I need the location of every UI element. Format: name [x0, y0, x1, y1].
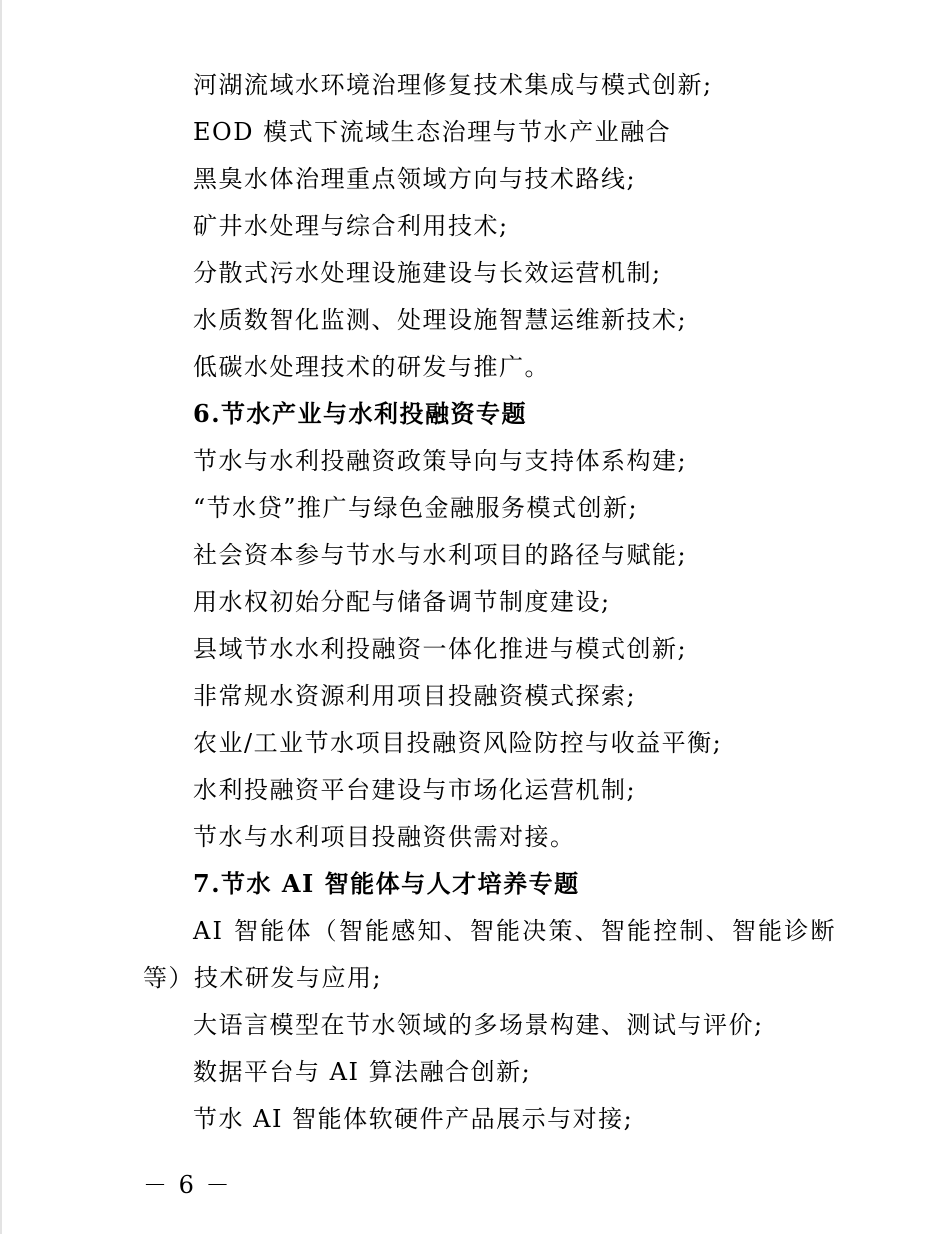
- text-line: 节水与水利项目投融资供需对接。: [193, 823, 576, 851]
- text-line: 水利投融资平台建设与市场化运营机制;: [193, 776, 637, 804]
- text-line: 节水 AI 智能体软硬件产品展示与对接;: [193, 1105, 634, 1133]
- text-line: 县域节水水利投融资一体化推进与模式创新;: [193, 635, 688, 663]
- section-heading: 6.节水产业与水利投融资专题: [193, 399, 528, 428]
- text-line: 社会资本参与节水与水利项目的路径与赋能;: [193, 541, 688, 569]
- text-line: 农业/工业节水项目投融资风险防控与收益平衡;: [193, 729, 723, 757]
- text-line: 河湖流域水环境治理修复技术集成与模式创新;: [193, 71, 713, 99]
- text-line: 水质数智化监测、处理设施智慧运维新技术;: [193, 306, 688, 334]
- text-line: 黑臭水体治理重点领域方向与技术路线;: [193, 165, 637, 193]
- text-line: 大语言模型在节水领域的多场景构建、测试与评价;: [193, 1011, 764, 1039]
- text-line: AI 智能体（智能感知、智能决策、智能控制、智能诊断: [193, 917, 837, 945]
- page-edge: [0, 0, 2, 1234]
- text-line: 非常规水资源利用项目投融资模式探索;: [193, 682, 637, 710]
- text-line: 矿井水处理与综合利用技术;: [193, 212, 509, 240]
- text-line: 数据平台与 AI 算法融合创新;: [193, 1058, 532, 1086]
- text-line-continuation: 等）技术研发与应用;: [143, 964, 383, 992]
- text-line: 用水权初始分配与储备调节制度建设;: [193, 588, 611, 616]
- page-number: － 6 －: [143, 1171, 232, 1199]
- text-line: 节水与水利投融资政策导向与支持体系构建;: [193, 447, 688, 475]
- text-line: 低碳水处理技术的研发与推广。: [193, 353, 550, 381]
- text-line: “节水贷”推广与绿色金融服务模式创新;: [193, 494, 639, 522]
- section-heading: 7.节水 AI 智能体与人才培养专题: [193, 869, 580, 898]
- text-line: 分散式污水处理设施建设与长效运营机制;: [193, 259, 662, 287]
- text-line: EOD 模式下流域生态治理与节水产业融合: [193, 118, 672, 146]
